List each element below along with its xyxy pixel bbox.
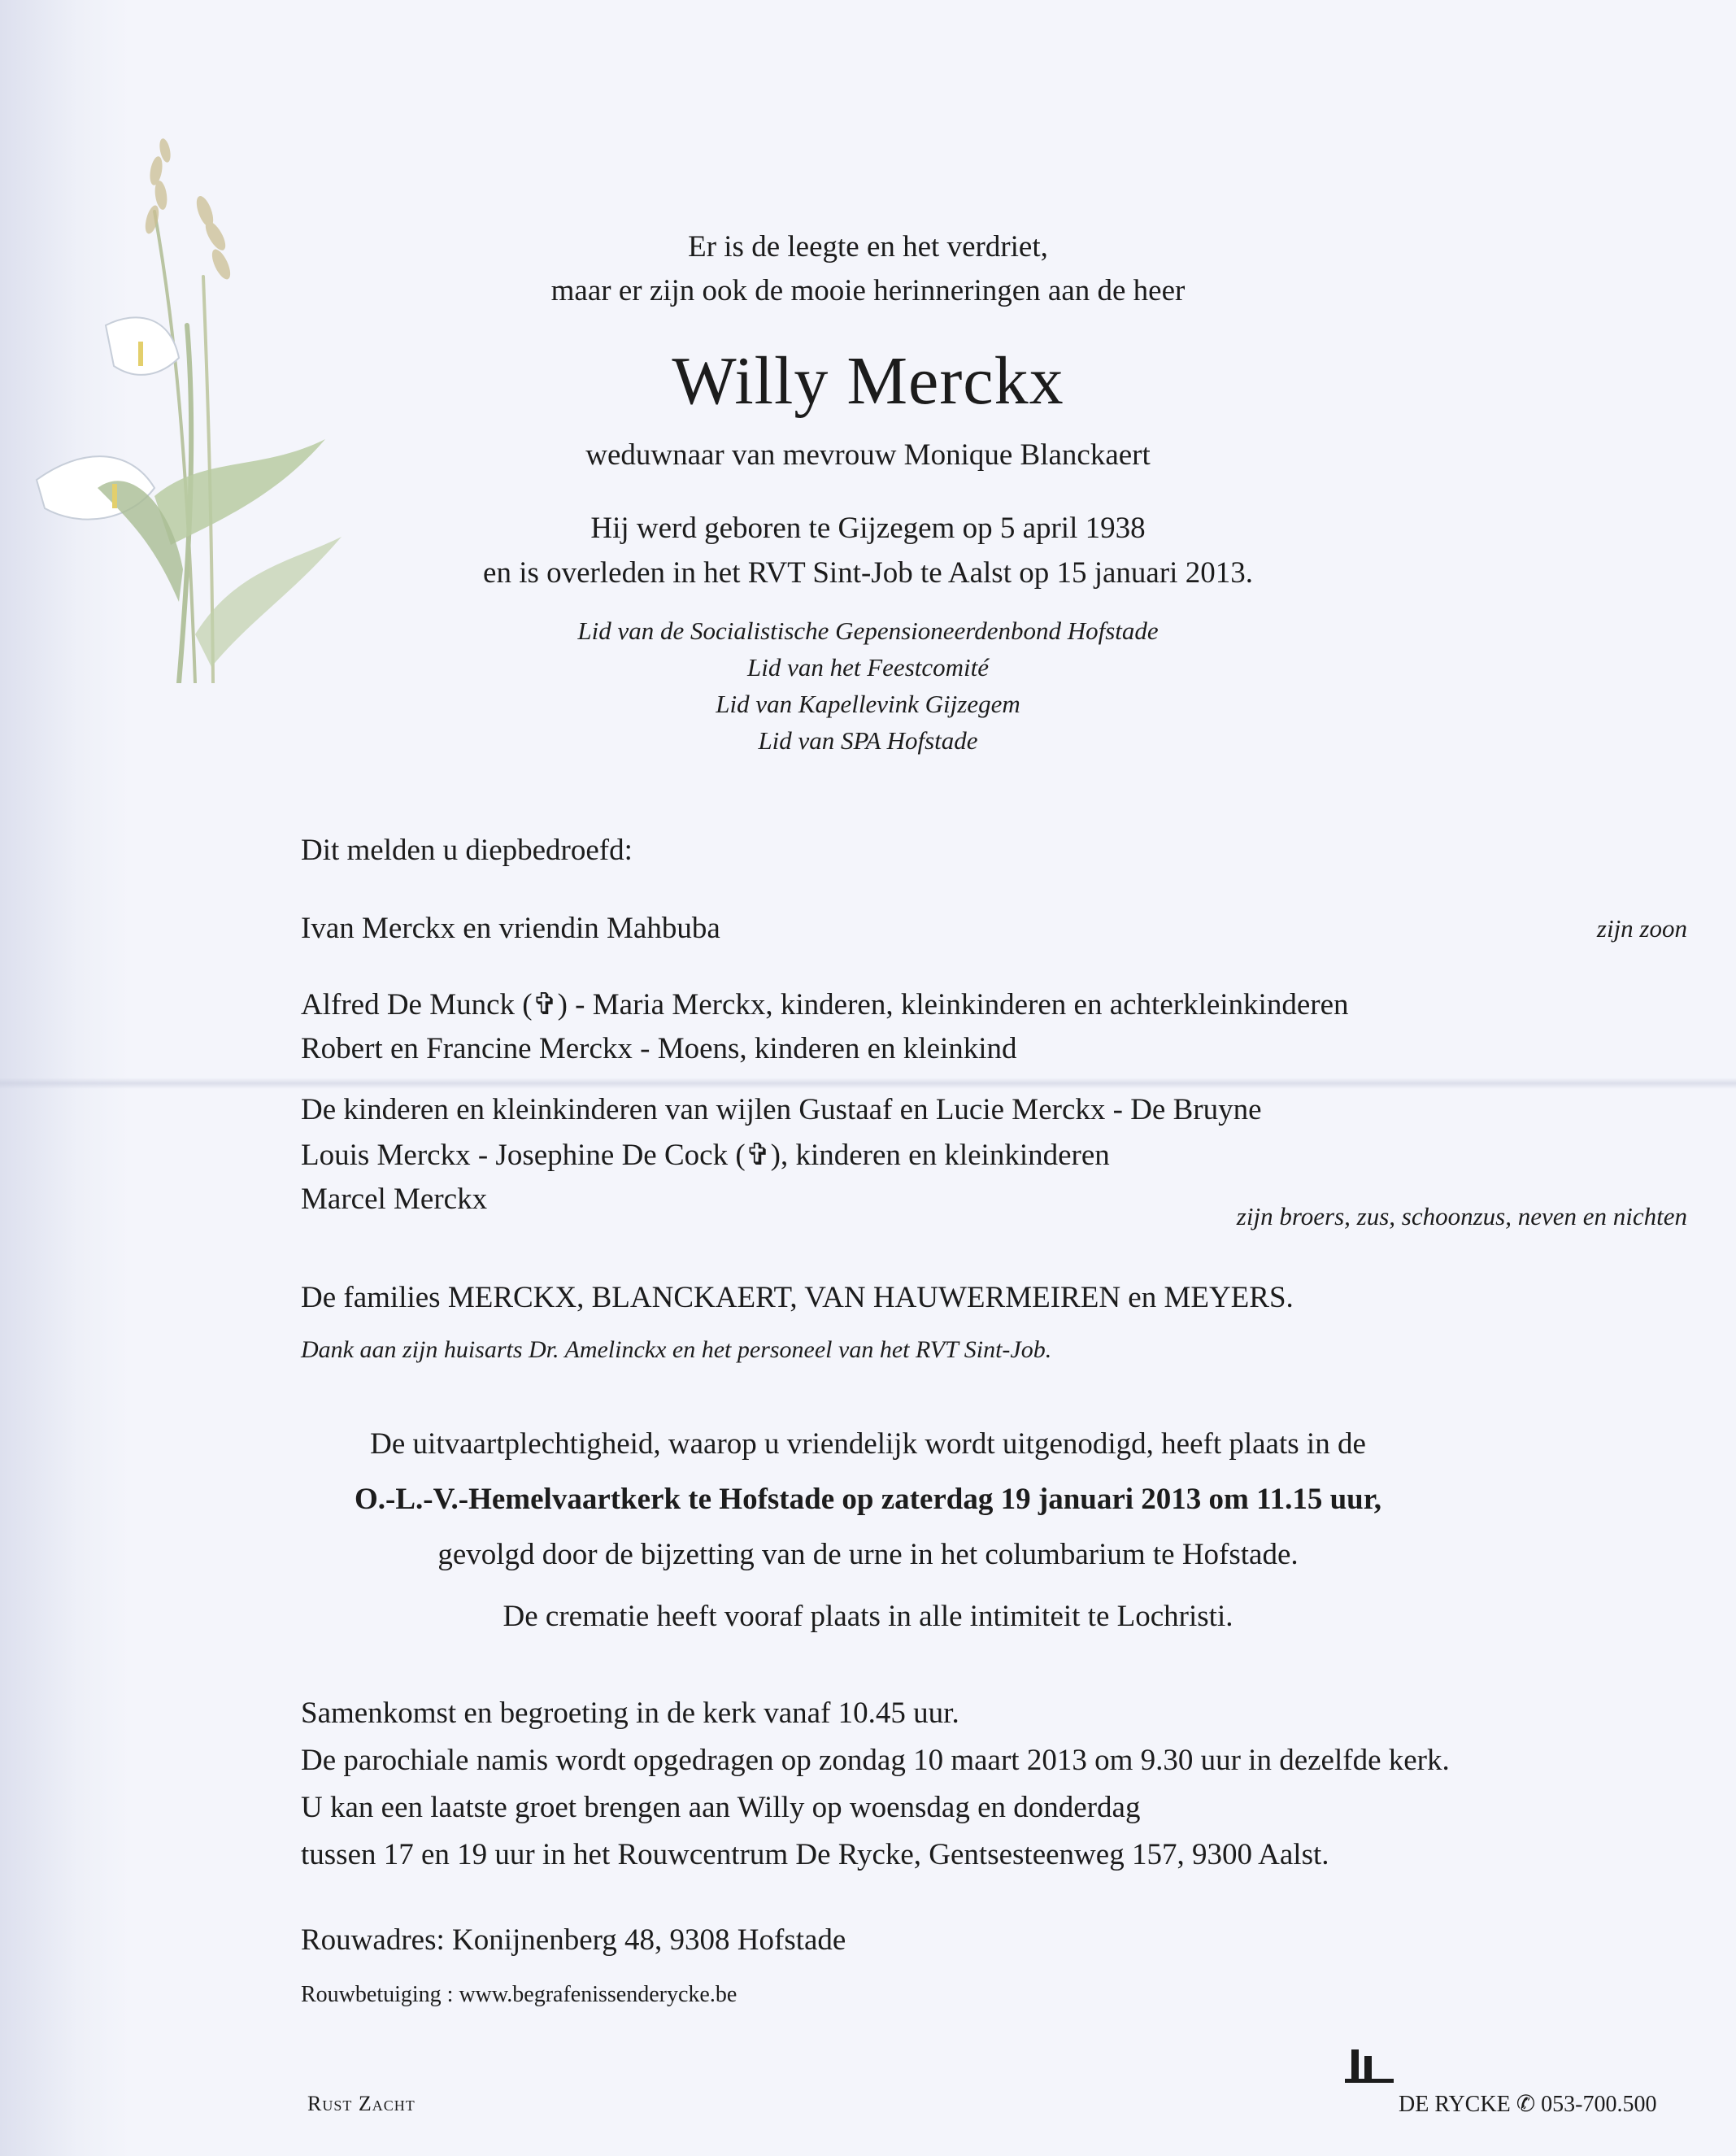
son-name: Ivan Merckx en vriendin Mahbuba — [301, 912, 720, 945]
son-relation: zijn zoon — [1596, 914, 1687, 943]
intro-line-2: maar er zijn ook de mooie herinneringen aan de heer — [550, 274, 1186, 307]
death-line: en is overleden in het RVT Sint-Job te Aalst op 15 januari 2013. — [483, 556, 1253, 590]
details-line: De parochiale namis wordt opgedragen op zondag 10 maart 2013 om 9.30 uur in dezelfde kerk. — [301, 1744, 1450, 1777]
sibling-line: Alfred De Munck (✞) - Maria Merckx, kinderen, kleinkinderen en achterkleinkinderen — [301, 988, 1349, 1021]
details-line: Samenkomst en begroeting in de kerk vanaf 10.45 uur. — [301, 1696, 959, 1730]
paper-crease — [0, 1078, 1736, 1089]
siblings-relation: zijn broers, zus, schoonzus, neven en nichten — [1236, 1202, 1687, 1230]
sibling-line: Louis Merckx - Josephine De Cock (✞), kinderen en kleinkinderen — [301, 1139, 1110, 1172]
deceased-name: Willy Merckx — [672, 343, 1064, 419]
ceremony-line-3: gevolgd door de bijzetting van de urne in het columbarium te Hofstade. — [437, 1538, 1299, 1571]
cremation-line: De crematie heeft vooraf plaats in alle intimiteit te Lochristi. — [503, 1600, 1233, 1633]
families-line: De families MERCKX, BLANCKAERT, VAN HAUWERMEIREN en MEYERS. — [301, 1281, 1294, 1314]
membership-line: Lid van Kapellevink Gijzegem — [716, 690, 1020, 718]
details-line: U kan een laatste groet brengen aan Willy op woensdag en donderdag — [301, 1791, 1141, 1824]
condolence-website: Rouwbetuiging : www.begrafenissenderycke.be — [301, 1982, 737, 2007]
ceremony-line-1: De uitvaartplechtigheid, waarop u vriendelijk wordt uitgenodigd, heeft plaats in de — [370, 1427, 1366, 1461]
ceremony-line-2: O.-L.-V.-Hemelvaartkerk te Hofstade op zaterdag 19 januari 2013 om 11.15 uur, — [354, 1483, 1382, 1516]
funeral-home-phone: 053-700.500 — [1541, 2092, 1657, 2117]
thanks-line: Dank aan zijn huisarts Dr. Amelinckx en het personeel van het RVT Sint-Job. — [301, 1336, 1052, 1363]
sibling-line: Marcel Merckx — [301, 1183, 488, 1216]
rust-zacht: Rust Zacht — [307, 2092, 416, 2115]
details-line: tussen 17 en 19 uur in het Rouwcentrum De Rycke, Gentsesteenweg 157, 9300 Aalst. — [301, 1838, 1329, 1871]
intro-line-1: Er is de leegte en het verdriet, — [688, 230, 1048, 264]
funeral-home-contact — [1399, 2090, 1656, 2118]
spouse-line: weduwnaar van mevrouw Monique Blanckaert — [585, 438, 1151, 472]
mourning-address: Rouwadres: Konijnenberg 48, 9308 Hofstade — [301, 1923, 846, 1957]
membership-line: Lid van SPA Hofstade — [758, 726, 978, 755]
sibling-line: De kinderen en kleinkinderen van wijlen Gustaaf en Lucie Merckx - De Bruyne — [301, 1093, 1262, 1126]
funeral-home-name: DE RYCKE — [1399, 2092, 1511, 2117]
membership-line: Lid van de Socialistische Gepensioneerdenbond Hofstade — [577, 616, 1159, 645]
birth-line: Hij werd geboren te Gijzegem op 5 april 1938 — [590, 512, 1146, 545]
announcement: Dit melden u diepbedroefd: — [301, 834, 633, 867]
membership-line: Lid van het Feestcomité — [747, 653, 989, 682]
phone-icon: ✆ — [1516, 2092, 1536, 2117]
de-rycke-logo-icon — [1345, 2048, 1394, 2084]
sibling-line: Robert en Francine Merckx - Moens, kinderen en kleinkind — [301, 1032, 1017, 1065]
